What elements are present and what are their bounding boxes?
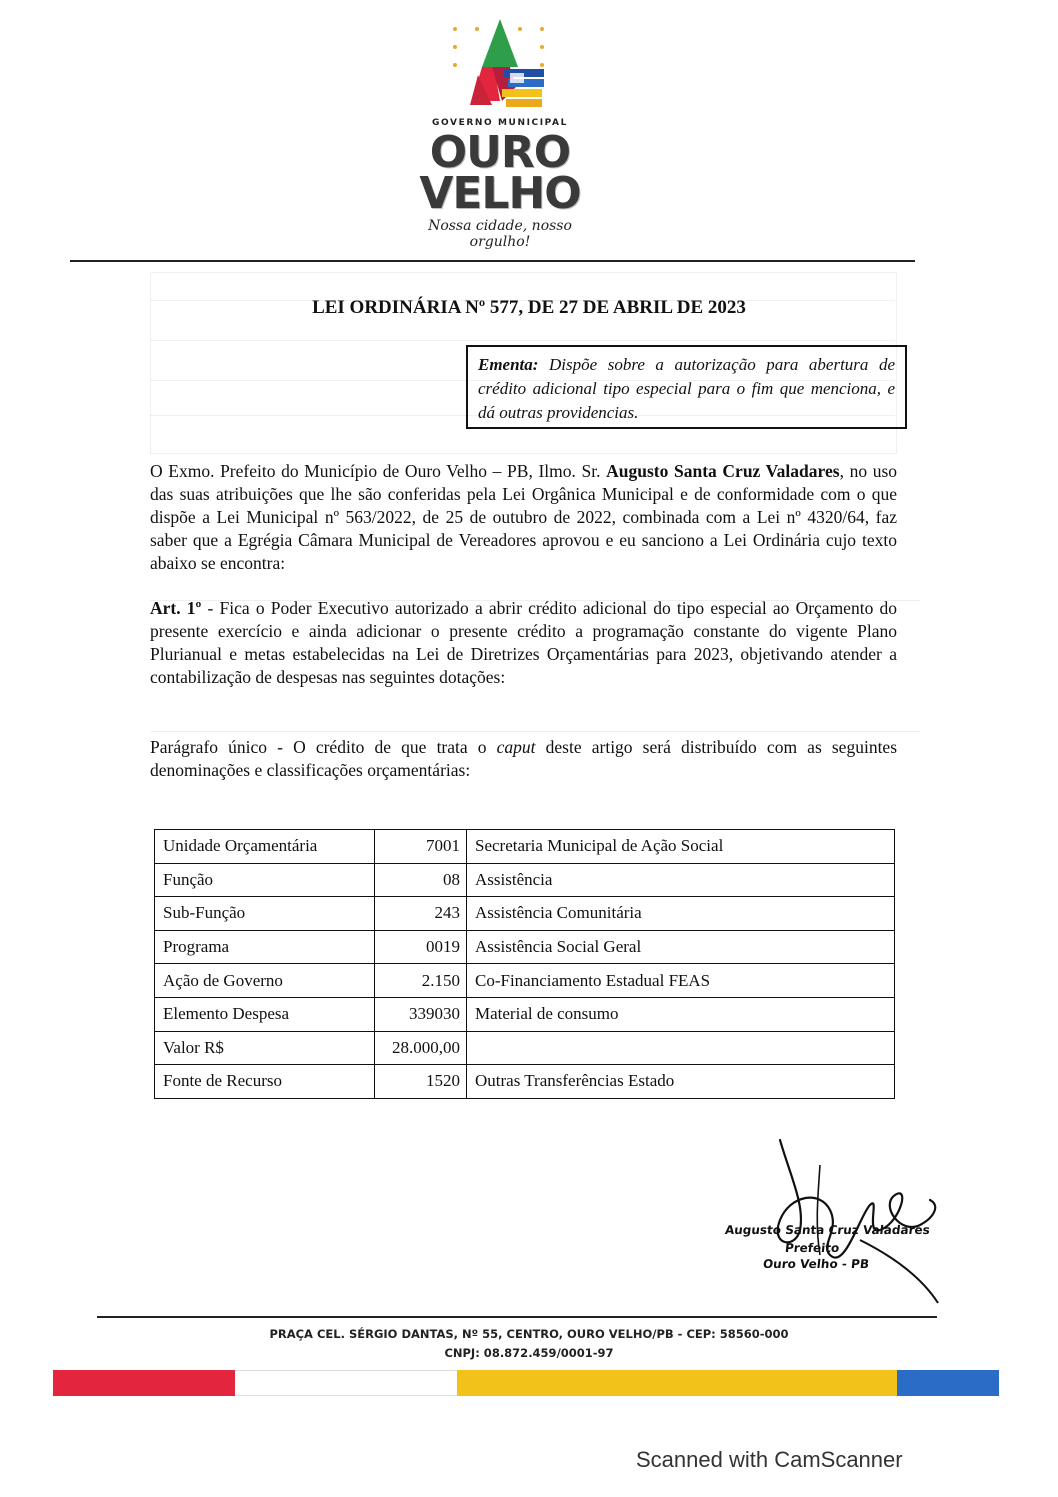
mayor-name: Augusto Santa Cruz Valadares	[606, 461, 840, 481]
row-code: 28.000,00	[375, 1031, 467, 1065]
row-label: Fonte de Recurso	[155, 1065, 375, 1099]
signature-role: Prefeito	[784, 1241, 841, 1255]
triangle-emblem-icon	[452, 17, 552, 117]
city-name-line1: OURO	[429, 127, 571, 178]
ementa-box	[466, 345, 907, 429]
row-code: 0019	[375, 930, 467, 964]
row-desc: Co-Financiamento Estadual FEAS	[467, 964, 895, 998]
ementa-text: Dispõe sobre a autorização para abertura de crédito adicional tipo especial para o fim que menciona, e dá outras providencias.	[478, 355, 896, 422]
signature-place: Ouro Velho - PB	[762, 1257, 870, 1271]
row-desc: Assistência Comunitária	[467, 897, 895, 931]
color-bar-blue	[897, 1370, 999, 1396]
row-code: 1520	[375, 1065, 467, 1099]
footer-cnpj: CNPJ: 08.872.459/0001-97	[444, 1346, 614, 1360]
row-label: Programa	[155, 930, 375, 964]
row-code: 2.150	[375, 964, 467, 998]
row-desc: Assistência	[467, 863, 895, 897]
footer-divider	[97, 1316, 937, 1318]
row-code: 08	[375, 863, 467, 897]
row-desc: Material de consumo	[467, 997, 895, 1031]
table-row	[155, 897, 895, 931]
row-label: Unidade Orçamentária	[155, 830, 375, 864]
slogan: Nossa cidade, nosso orgulho!	[428, 218, 572, 250]
intro-paragraph	[150, 460, 897, 575]
table-row	[155, 930, 895, 964]
table-row	[155, 863, 895, 897]
caput-term: caput	[496, 737, 536, 757]
color-bar-white	[235, 1370, 457, 1396]
row-label: Ação de Governo	[155, 964, 375, 998]
row-code: 7001	[375, 830, 467, 864]
footer-address: PRAÇA CEL. SÉRGIO DANTAS, Nº 55, CENTRO, OURO VELHO/PB - CEP: 58560-000	[269, 1327, 789, 1341]
article-1-label: Art. 1º	[150, 598, 202, 618]
table-row	[155, 964, 895, 998]
table-row	[155, 1031, 895, 1065]
row-desc: Secretaria Municipal de Ação Social	[467, 830, 895, 864]
intro-text-a: O Exmo. Prefeito do Município de Ouro Velho – PB, Ilmo. Sr.	[150, 461, 607, 481]
row-code: 243	[375, 897, 467, 931]
color-bar-red	[53, 1370, 235, 1396]
table-row	[155, 997, 895, 1031]
color-bar-yellow	[457, 1370, 897, 1396]
header-divider	[70, 260, 915, 262]
row-label: Elemento Despesa	[155, 997, 375, 1031]
law-title: LEI ORDINÁRIA Nº 577, DE 27 DE ABRIL DE 2023	[312, 297, 746, 318]
scanner-watermark: Scanned with CamScanner	[636, 1447, 903, 1472]
bleed-through-rule	[150, 340, 895, 341]
intro-text-b: , no uso das suas atribuições que lhe são conferidas pela Lei Orgânica Municipal e de conformidade com o que dispõe a Lei Municipal nº 563/2022, de 25 de outubro de 2022, combinada com a Lei nº 4320/64, faz saber que a Egrégia Câmara Municipal de Vereadores aprovou e eu sanciono a Lei Ordinária cujo texto abaixo se encontra:	[150, 461, 898, 573]
government-label: GOVERNO MUNICIPAL	[432, 118, 568, 128]
row-desc	[467, 1031, 895, 1065]
table-row	[155, 1065, 895, 1099]
article-1-text: - Fica o Poder Executivo autorizado a abrir crédito adicional do tipo especial ao Orçamento do presente exercício e ainda adicionar o presente crédito a programação constante do vigente Plano Plurianual e metas estabelecidas na Lei de Diretrizes Orçamentárias para 2023, objetivando atender a contabilização de despesas nas seguintes dotações:	[150, 598, 897, 687]
row-label: Função	[155, 863, 375, 897]
city-name-line2: VELHO	[419, 168, 581, 219]
paragrafo-unico	[150, 736, 897, 782]
row-label: Valor R$	[155, 1031, 375, 1065]
paragrafo-text-a: Parágrafo único - O crédito de que trata o	[150, 737, 497, 757]
row-desc: Assistência Social Geral	[467, 930, 895, 964]
row-code: 339030	[375, 997, 467, 1031]
ementa-label: Ementa:	[478, 355, 539, 374]
paragrafo-text-b: deste artigo será distribuído com as seguintes denominações e classificações orçamentárias:	[150, 737, 898, 780]
row-desc: Outras Transferências Estado	[467, 1065, 895, 1099]
budget-table	[154, 829, 895, 1099]
row-label: Sub-Função	[155, 897, 375, 931]
municipal-logo	[400, 15, 600, 250]
table-row	[155, 830, 895, 864]
article-1	[150, 597, 897, 689]
signature-name: Augusto Santa Cruz Valadares	[724, 1223, 931, 1237]
